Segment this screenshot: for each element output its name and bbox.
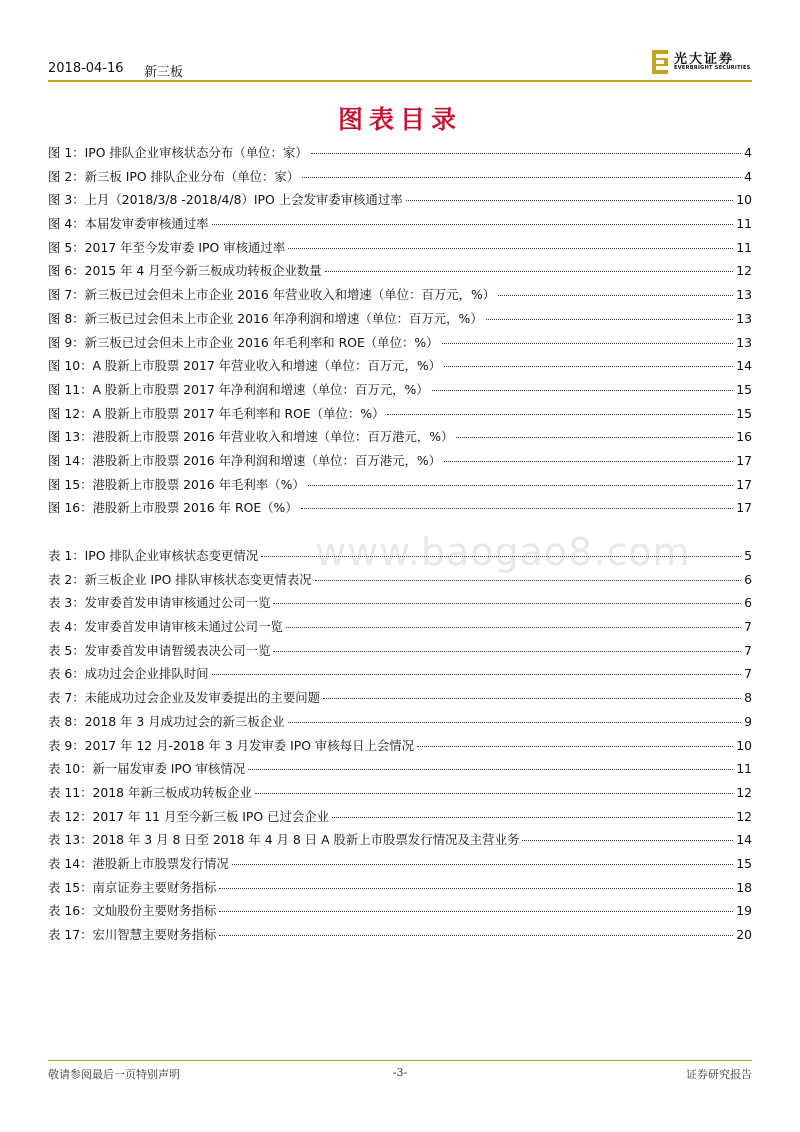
table-entry-page: 18 <box>736 879 752 895</box>
table-entry[interactable] <box>48 759 752 783</box>
table-entry[interactable] <box>48 546 752 570</box>
table-entry-label: 表 3：发审委首发申请审核通过公司一览 <box>48 595 271 611</box>
table-entry-label: 表 5：发审委首发申请暂缓表决公司一览 <box>48 642 271 658</box>
table-entry[interactable] <box>48 736 752 760</box>
dot-leader <box>255 793 733 794</box>
figure-entry-page: 11 <box>736 216 752 232</box>
table-entry-page: 12 <box>736 784 752 800</box>
figure-entry-page: 17 <box>736 500 752 516</box>
figure-entry[interactable] <box>48 333 752 357</box>
dot-leader <box>261 556 741 557</box>
report-type: 证券研究报告 <box>686 1068 752 1081</box>
table-entry-page: 10 <box>736 737 752 753</box>
table-entry[interactable] <box>48 617 752 641</box>
dot-leader <box>323 698 741 699</box>
dot-leader <box>219 935 733 936</box>
figure-entry-page: 17 <box>736 452 752 468</box>
figure-entry-label: 图 2：新三板 IPO 排队企业分布（单位：家） <box>48 168 300 184</box>
figure-entry-page: 10 <box>736 192 752 208</box>
dot-leader <box>325 271 734 272</box>
dot-leader <box>498 295 733 296</box>
everbright-logo-icon <box>652 50 668 74</box>
figure-list <box>48 143 752 522</box>
table-entry[interactable] <box>48 807 752 831</box>
dot-leader <box>273 603 741 604</box>
figure-entry-page: 13 <box>736 310 752 326</box>
figure-entry[interactable] <box>48 167 752 191</box>
table-entry-label: 表 8：2018 年 3 月成功过会的新三板企业 <box>48 713 285 729</box>
table-entry-page: 6 <box>744 571 752 587</box>
table-entry-page: 9 <box>744 713 752 729</box>
dot-leader <box>212 224 734 225</box>
dot-leader <box>288 722 742 723</box>
table-entry[interactable] <box>48 878 752 902</box>
table-entry[interactable] <box>48 830 752 854</box>
header-divider <box>48 80 752 82</box>
table-entry-page: 7 <box>744 666 752 682</box>
table-entry[interactable] <box>48 854 752 878</box>
table-entry[interactable] <box>48 783 752 807</box>
figure-entry-label: 图 10：A 股新上市股票 2017 年营业收入和增速（单位：百万元，%） <box>48 358 442 374</box>
table-entry-label: 表 10：新一届发审委 IPO 审核情况 <box>48 761 246 777</box>
dot-leader <box>273 651 741 652</box>
figure-entry[interactable] <box>48 380 752 404</box>
figure-entry-label: 图 9：新三板已过会但未上市企业 2016 年毛利率和 ROE（单位：%） <box>48 334 439 350</box>
table-entry-label: 表 7：未能成功过会企业及发审委提出的主要问题 <box>48 690 321 706</box>
table-entry-page: 5 <box>744 548 752 563</box>
table-entry[interactable] <box>48 664 752 688</box>
table-entry-page: 14 <box>736 832 752 848</box>
page-header <box>48 52 752 80</box>
table-entry[interactable] <box>48 925 752 949</box>
figure-entry-page: 14 <box>736 358 752 374</box>
figure-entry-label: 图 4：本届发审委审核通过率 <box>48 216 209 232</box>
table-entry-label: 表 11：2018 年新三板成功转板企业 <box>48 784 252 800</box>
table-entry-page: 7 <box>744 619 752 635</box>
table-entry[interactable] <box>48 901 752 925</box>
dot-leader <box>301 508 734 509</box>
figure-entry[interactable] <box>48 143 752 167</box>
dot-leader <box>406 200 734 201</box>
figure-entry-label: 图 1：IPO 排队企业审核状态分布（单位：家） <box>48 145 308 160</box>
disclaimer-note: 敬请参阅最后一页特别声明 <box>48 1068 180 1081</box>
figure-entry-label: 图 3：上月（2018/3/8 -2018/4/8）IPO 上会发审委审核通过率 <box>48 192 403 208</box>
figure-entry-label: 图 8：新三板已过会但未上市企业 2016 年净利润和增速（单位：百万元，%） <box>48 310 483 326</box>
dot-leader <box>456 437 733 438</box>
table-entry-label: 表 15：南京证券主要财务指标 <box>48 879 217 895</box>
dot-leader <box>387 414 733 415</box>
page-number: -3- <box>392 1066 408 1079</box>
figure-entry[interactable] <box>48 404 752 428</box>
figure-entry-label: 图 14：港股新上市股票 2016 年净利润和增速（单位：百万港元，%） <box>48 452 442 468</box>
footer-divider <box>48 1060 752 1061</box>
table-entry-page: 20 <box>736 927 752 942</box>
dot-leader <box>286 627 741 628</box>
table-entry[interactable] <box>48 641 752 665</box>
dot-leader <box>219 911 733 912</box>
table-list <box>48 546 752 949</box>
figure-entry-label: 图 16：港股新上市股票 2016 年 ROE（%） <box>48 500 298 516</box>
table-entry[interactable] <box>48 570 752 594</box>
table-entry-label: 表 9：2017 年 12 月-2018 年 3 月发审委 IPO 审核每日上会情况 <box>48 737 415 753</box>
brand-name-cn: 光大证券 <box>674 52 735 67</box>
dot-leader <box>522 840 733 841</box>
brand-logo <box>652 48 752 78</box>
table-entry-label: 表 14：港股新上市股票发行情况 <box>48 855 229 871</box>
figure-entry[interactable] <box>48 498 752 522</box>
dot-leader <box>432 390 734 391</box>
figure-entry-page: 13 <box>736 287 752 303</box>
figure-entry[interactable] <box>48 238 752 262</box>
figure-entry-label: 图 6：2015 年 4 月至今新三板成功转板企业数量 <box>48 263 322 279</box>
dot-leader <box>308 485 733 486</box>
table-entry-label: 表 4：发审委首发申请审核未通过公司一览 <box>48 619 283 635</box>
figure-entry-page: 15 <box>736 405 752 421</box>
table-entry-page: 15 <box>736 855 752 871</box>
table-entry-page: 8 <box>744 690 752 706</box>
figure-entry-page: 15 <box>736 381 752 397</box>
figure-entry-page: 4 <box>744 168 752 184</box>
table-entry-label: 表 6：成功过会企业排队时间 <box>48 666 209 682</box>
figure-entry[interactable] <box>48 190 752 214</box>
table-entry-label: 表 17：宏川智慧主要财务指标 <box>48 927 217 942</box>
dot-leader <box>442 343 734 344</box>
table-entry-label: 表 2：新三板企业 IPO 排队审核状态变更情表况 <box>48 571 312 587</box>
figure-entry[interactable] <box>48 285 752 309</box>
figure-entry[interactable] <box>48 261 752 285</box>
figure-entry-label: 图 11：A 股新上市股票 2017 年净利润和增速（单位：百万元，%） <box>48 381 429 397</box>
page-title: 图表目录 <box>337 105 462 134</box>
dot-leader <box>219 888 733 889</box>
table-entry-page: 11 <box>736 761 752 777</box>
dot-leader <box>486 319 733 320</box>
figure-entry-label: 图 12：A 股新上市股票 2017 年毛利率和 ROE（单位：%） <box>48 405 385 421</box>
report-date: 2018-04-16 <box>48 61 124 76</box>
dot-leader <box>288 248 733 249</box>
table-entry[interactable] <box>48 688 752 712</box>
table-entry-label: 表 16：文灿股份主要财务指标 <box>48 903 217 919</box>
figure-entry-page: 17 <box>736 476 752 492</box>
dot-leader <box>332 817 733 818</box>
watermark: www.baogao8.com <box>315 530 691 574</box>
dot-leader <box>302 177 741 178</box>
dot-leader <box>315 580 742 581</box>
table-entry-page: 12 <box>736 808 752 824</box>
dot-leader <box>212 674 742 675</box>
dot-leader <box>248 769 733 770</box>
dot-leader <box>444 461 733 462</box>
table-entry-page: 7 <box>744 642 752 658</box>
figure-entry-label: 图 5：2017 年至今发审委 IPO 审核通过率 <box>48 239 286 255</box>
table-entry-label: 表 1：IPO 排队企业审核状态变更情况 <box>48 548 259 563</box>
table-entry-page: 19 <box>736 903 752 919</box>
figure-entry[interactable] <box>48 475 752 499</box>
figure-entry-label: 图 13：港股新上市股票 2016 年营业收入和增速（单位：百万港元，%） <box>48 429 454 445</box>
figure-entry-page: 4 <box>744 145 752 160</box>
figure-entry[interactable] <box>48 356 752 380</box>
table-entry[interactable] <box>48 712 752 736</box>
dot-leader <box>417 746 733 747</box>
figure-entry[interactable] <box>48 451 752 475</box>
figure-entry-page: 11 <box>736 239 752 255</box>
dot-leader <box>311 153 741 154</box>
dot-leader <box>232 864 733 865</box>
table-entry-label: 表 13：2018 年 3 月 8 日至 2018 年 4 月 8 日 A 股新上市股票发行情况及主营业务 <box>48 832 520 848</box>
report-section: 新三板 <box>144 65 184 80</box>
figure-entry[interactable] <box>48 309 752 333</box>
figure-entry-page: 13 <box>736 334 752 350</box>
figure-entry[interactable] <box>48 427 752 451</box>
figure-entry-label: 图 15：港股新上市股票 2016 年毛利率（%） <box>48 476 305 492</box>
table-entry[interactable] <box>48 593 752 617</box>
figure-entry[interactable] <box>48 214 752 238</box>
table-entry-label: 表 12：2017 年 11 月至今新三板 IPO 已过会企业 <box>48 808 330 824</box>
figure-entry-page: 16 <box>736 429 752 445</box>
brand-name-en: EVERBRIGHT SECURITIES <box>674 65 751 71</box>
figure-entry-label: 图 7：新三板已过会但未上市企业 2016 年营业收入和增速（单位：百万元，%） <box>48 287 496 303</box>
dot-leader <box>444 366 733 367</box>
figure-entry-page: 12 <box>736 263 752 279</box>
table-entry-page: 6 <box>744 595 752 611</box>
